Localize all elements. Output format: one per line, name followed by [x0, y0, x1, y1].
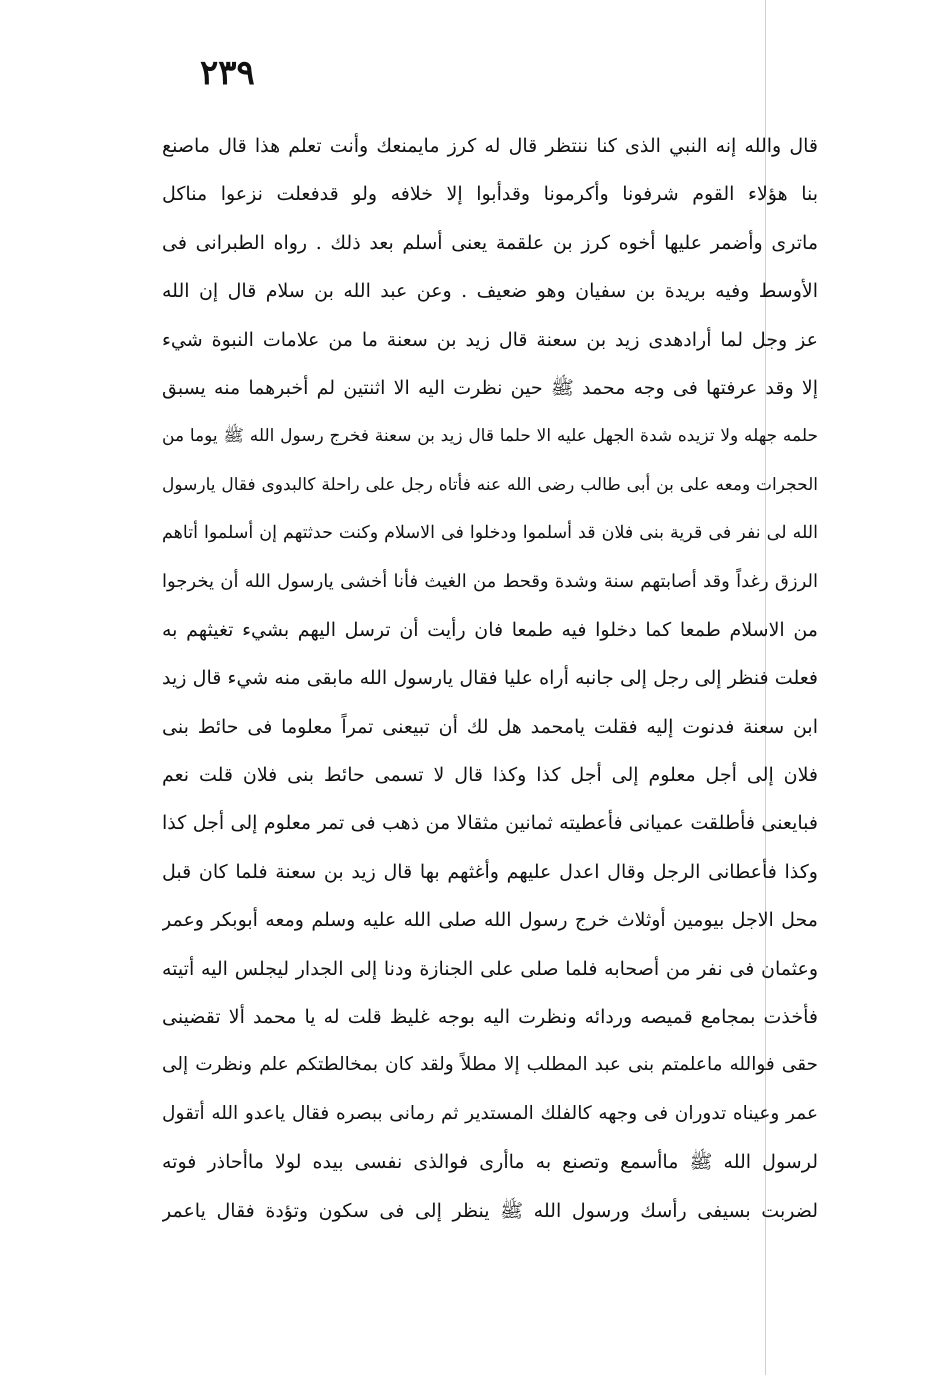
text-line-21: عمر وعيناه تدوران فى وجهه كالفلك المستدير ثم رمانى ببصره فقال ياعدو الله أتقول: [162, 1102, 818, 1124]
text-line-2: بنا هؤلاء القوم شرفونا وأكرمونا وقدأبوا إلا خلافه ولو قدفعلت نزعوا مناكل: [162, 183, 818, 206]
text-line-3: ماترى وأضمر عليها أخوه كرز بن علقمة يعنى أسلم بعد ذلك . رواه الطبرانى فى: [162, 231, 818, 254]
text-line-6: إلا وقد عرفتها فى وجه محمد ﷺ حين نظرت اليه الا اثنتين لم أخبرهما منه يسبق: [162, 376, 818, 399]
text-line-11: من الاسلام طمعا كما دخلوا فيه طمعا فان رأيت أن ترسل اليهم بشيء تغيثهم به: [162, 618, 818, 641]
text-line-17: محل الاجل بيومين أوثلاث خرج رسول الله صلى الله عليه وسلم ومعه أبوبكر وعمر: [162, 909, 818, 932]
body-text: [162, 122, 818, 1282]
text-line-19: فأخذت بمجامع قميصه وردائه ونظرت اليه بوجه غليظ قلت له يا محمد ألا تقضينى: [162, 1006, 818, 1029]
text-line-13: ابن سعنة فدنوت إليه فقلت يامحمد هل لك أن تبيعنى تمراً معلوما فى حائط بنى: [162, 715, 818, 738]
text-line-15: فبايعنى فأطلقت عميانى فأعطيته ثمانين مثقالا من ذهب فى تمر معلوم إلى أجل كذا: [162, 812, 818, 835]
text-line-7: حلمه جهله ولا تزيده شدة الجهل عليه الا حلما قال زيد بن سعنة فخرج رسول الله ﷺ يوما من: [162, 426, 818, 447]
text-line-14: فلان إلى أجل معلوم إلى أجل كذا وكذا قال لا تسمى حائط بنى فلان قلت نعم: [162, 764, 818, 787]
text-line-20: حقى فوالله ماعلمتم بنى عبد المطلب إلا مطلاً ولقد كان بمخالطتكم علم ونظرت إلى: [162, 1054, 818, 1076]
text-line-16: وكذا فأعطانى الرجل وقال اعدل عليهم وأغثهم بها قال زيد بن سعنة فلما كان قبل: [162, 860, 818, 883]
text-line-1: قال والله إنه النبي الذى كنا ننتظر قال له كرز مايمنعك وأنت تعلم هذا قال ماصنع: [162, 135, 818, 157]
text-line-4: الأوسط وفيه بريدة بن سفيان وهو ضعيف . وعن عبد الله بن سلام قال إن الله: [162, 280, 818, 303]
text-line-5: عز وجل لما أرادهدى زيد بن سعنة قال زيد بن سعنة ما من علامات النبوة شيء: [162, 328, 818, 351]
text-line-10: الرزق رغداً وقد أصابتهم سنة وشدة وقحط من الغيث فأنا أخشى يارسول الله أن يخرجوا: [162, 570, 818, 592]
text-line-9: الله لى نفر فى قرية بنى فلان قد أسلموا ودخلوا فى الاسلام وكنت حدثتهم إن أسلموا أتاهم: [162, 523, 818, 544]
text-line-12: فعلت فنظر إلى رجل إلى جانبه أراه عليا فقال يارسول الله مابقى منه شيء قال زيد: [162, 667, 818, 690]
page-number: ٢٣٩: [200, 53, 255, 93]
text-line-22: لرسول الله ﷺ ماأسمع وتصنع به ماأرى فوالذى نفسى بيده لولا ماأحاذر فوته: [162, 1151, 818, 1174]
text-line-23: لضربت بسيفى رأسك ورسول الله ﷺ ينظر إلى فى سكون وتؤدة فقال ياعمر: [162, 1199, 818, 1222]
text-line-8: الحجرات ومعه على بن أبى طالب رضى الله عنه فأتاه رجل على راحلة كالبدوى فقال يارسول: [162, 474, 818, 495]
text-line-18: وعثمان فى نفر من أصحابه فلما صلى على الجنازة ودنا إلى الجدار ليجلس اليه أتيته: [162, 957, 818, 980]
